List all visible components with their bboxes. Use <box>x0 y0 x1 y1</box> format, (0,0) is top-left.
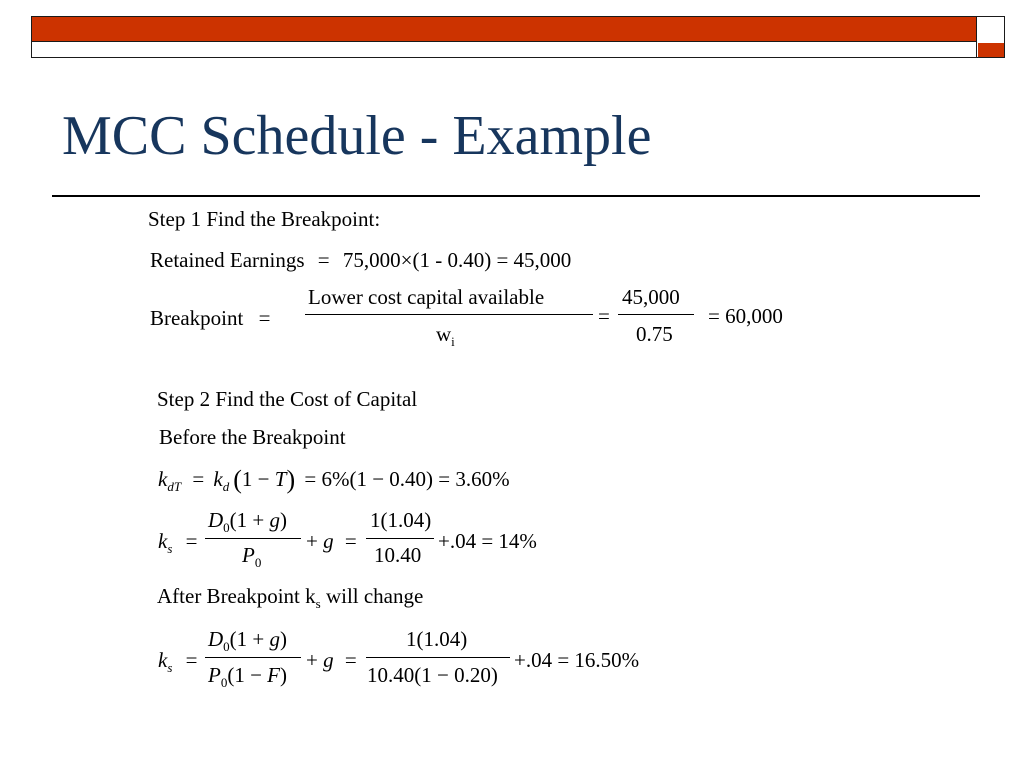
ks-before-numerator <box>208 508 288 535</box>
ks-after-den-close: ) <box>280 663 287 687</box>
breakpoint-den-value: 0.75 <box>636 322 673 346</box>
ks-before-P-sub: 0 <box>254 555 262 570</box>
ks-before-equals-2: = <box>344 529 357 553</box>
retained-label: Retained Earnings <box>150 248 305 272</box>
breakpoint-label-text: Breakpoint <box>150 306 244 330</box>
ks-after-P-sub: 0 <box>220 675 228 690</box>
ks-after-k: k <box>158 648 168 672</box>
ks-after-D-sub: 0 <box>223 639 230 654</box>
ks-before-P: P <box>242 543 255 567</box>
step1-heading: Step 1 Find the Breakpoint: <box>148 207 381 231</box>
ks-before-left <box>158 529 198 556</box>
retained-factor: (1 - 0.40) <box>412 248 492 272</box>
ks-after-g: g <box>323 648 334 672</box>
after-heading-sub: s <box>315 596 321 611</box>
retained-value: 75,000 <box>342 248 401 272</box>
ks-after-num-close: ) <box>280 627 288 651</box>
kdt-factor: (1 − 0.40) <box>349 467 434 491</box>
ks-after-plus: + <box>306 648 324 672</box>
ks-before-g: g <box>323 529 334 553</box>
retained-result: = 45,000 <box>496 248 572 272</box>
retained-times: × <box>400 248 413 272</box>
ks-before-denominator <box>242 543 262 570</box>
kdt-k: k <box>158 467 168 491</box>
ks-after-left <box>158 648 198 675</box>
ks-after-num-value: 1(1.04) <box>406 627 468 651</box>
ks-after-fraction-line <box>205 657 301 658</box>
kd-k: k <box>213 467 223 491</box>
ks-after-equals-2: = <box>344 648 357 672</box>
ks-before-middle <box>306 531 357 552</box>
ks-before-num-g: g <box>269 508 281 532</box>
kdt-result: = 3.60% <box>438 467 510 491</box>
ks-before-sub: s <box>167 541 173 556</box>
kdt-six-percent: = 6% <box>304 467 350 491</box>
title-rule <box>52 195 980 197</box>
retained-earnings-equation <box>150 250 571 271</box>
breakpoint-equals-2: = <box>598 304 610 328</box>
ks-before-equals: = <box>185 529 198 553</box>
ks-before-value-fraction-line <box>366 538 434 539</box>
ks-before-plus: + <box>306 529 324 553</box>
kdt-equals: = <box>192 467 205 491</box>
ks-before-num-close: ) <box>280 508 288 532</box>
ks-before-D-sub: 0 <box>223 520 230 535</box>
ks-after-result: +.04 = 16.50% <box>514 648 640 672</box>
banner-bar <box>32 17 976 41</box>
kdt-one-minus: 1 − <box>241 467 275 491</box>
banner-divider <box>32 41 976 42</box>
step2-heading: Step 2 Find the Cost of Capital <box>157 387 418 411</box>
banner-vertical-line <box>976 17 977 57</box>
kdt-T: T <box>274 467 287 491</box>
breakpoint-w-sub: i <box>451 334 455 349</box>
kdt-equation <box>158 465 510 494</box>
breakpoint-fraction-line <box>305 314 593 315</box>
banner-square <box>978 43 1004 57</box>
breakpoint-numerator: Lower cost capital available <box>308 285 545 309</box>
after-heading-tail: will change <box>320 584 424 608</box>
ks-before-num-paren: (1 + <box>229 508 270 532</box>
ks-after-P: P <box>208 663 221 687</box>
ks-before-num-value: 1(1.04) <box>370 508 432 532</box>
breakpoint-result: = 60,000 <box>708 304 783 328</box>
kdt-paren-open: ( <box>233 465 242 494</box>
ks-after-value-fraction-line <box>366 657 510 658</box>
ks-after-sub: s <box>167 660 173 675</box>
ks-after-denominator <box>208 663 287 690</box>
after-heading-text: After Breakpoint k <box>157 584 316 608</box>
kdt-sub: dT <box>167 479 182 494</box>
before-breakpoint-heading: Before the Breakpoint <box>159 425 346 449</box>
ks-after-num-g: g <box>269 627 281 651</box>
breakpoint-num-value: 45,000 <box>622 285 680 309</box>
ks-before-D: D <box>208 508 224 532</box>
slide-title: MCC Schedule - Example <box>62 105 652 167</box>
ks-after-numerator <box>208 627 288 654</box>
ks-after-equals: = <box>185 648 198 672</box>
ks-after-D: D <box>208 627 224 651</box>
after-breakpoint-heading <box>157 584 424 611</box>
ks-after-middle <box>306 650 357 671</box>
breakpoint-value-fraction-line <box>618 314 694 315</box>
ks-after-den-value: 10.40(1 − 0.20) <box>367 663 498 687</box>
breakpoint-label <box>150 308 270 329</box>
ks-before-den-value: 10.40 <box>374 543 422 567</box>
retained-equals: = <box>317 248 330 272</box>
ks-before-k: k <box>158 529 168 553</box>
breakpoint-denominator <box>436 322 455 349</box>
ks-before-fraction-line <box>205 538 301 539</box>
ks-before-result: +.04 = 14% <box>438 529 537 553</box>
kdt-paren-close: ) <box>286 465 296 494</box>
breakpoint-equals: = <box>258 306 271 330</box>
ks-after-num-paren: (1 + <box>229 627 270 651</box>
ks-after-den-paren: (1 − <box>227 663 268 687</box>
ks-after-F: F <box>267 663 280 687</box>
breakpoint-w: w <box>436 322 452 346</box>
kd-sub: d <box>222 479 230 494</box>
